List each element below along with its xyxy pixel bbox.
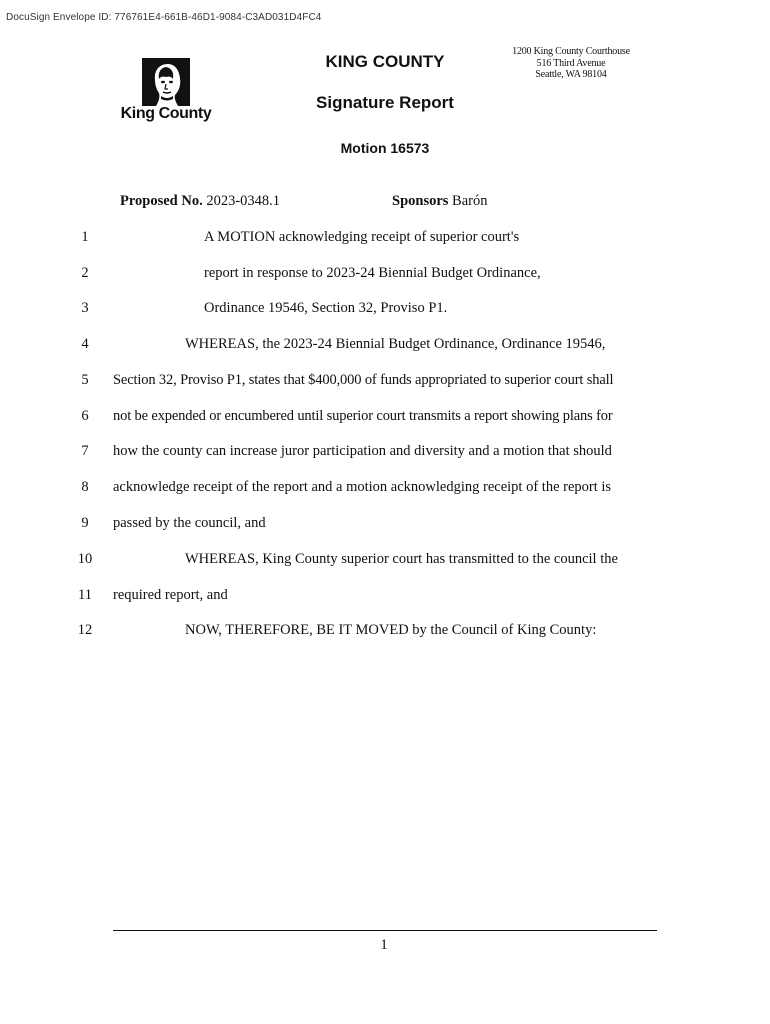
line-text: Section 32, Proviso P1, states that $400,000 of funds appropriated to superior court shall (113, 372, 614, 388)
address-line: 1200 King County Courthouse (512, 46, 630, 57)
line-text: WHEREAS, the 2023-24 Biennial Budget Ordinance, Ordinance 19546, (185, 336, 606, 352)
docusign-envelope-id: DocuSign Envelope ID: 776761E4-661B-46D1-9084-C3AD031D4FC4 (6, 12, 322, 23)
line-number: 2 (81, 265, 89, 281)
line-text: WHEREAS, King County superior court has transmitted to the council the (185, 551, 618, 567)
line-number: 1 (81, 229, 89, 245)
line-number: 11 (78, 587, 92, 603)
line-number: 8 (81, 479, 89, 495)
line-text: passed by the council, and (113, 515, 266, 531)
proposed-number (120, 193, 280, 210)
motion-number: Motion 16573 (340, 140, 430, 156)
courthouse-address (506, 46, 636, 81)
address-line: 516 Third Avenue (536, 57, 606, 69)
county-title: KING COUNTY (325, 52, 445, 71)
logo-wordmark: King County (120, 105, 212, 122)
sponsors-value: Barón (452, 193, 488, 209)
line-text: required report, and (113, 587, 228, 603)
line-text: A MOTION acknowledging receipt of superior court's (204, 229, 520, 245)
line-text: not be expended or encumbered until superior court transmits a report showing plans for (113, 408, 613, 424)
king-county-logo (118, 58, 214, 128)
proposed-value: 2023-0348.1 (206, 193, 281, 209)
line-number: 4 (81, 336, 89, 352)
martin-luther-king-portrait-icon (142, 58, 190, 106)
report-title: Signature Report (316, 93, 454, 112)
line-number: 9 (81, 515, 89, 531)
line-text: how the county can increase juror participation and diversity and a motion that should (113, 443, 612, 459)
page-number: 1 (380, 937, 388, 953)
line-number: 5 (81, 372, 89, 388)
line-text: NOW, THEREFORE, BE IT MOVED by the Council of King County: (185, 622, 597, 638)
line-number: 3 (81, 300, 89, 316)
sponsors-label: Sponsors (392, 193, 449, 209)
line-number: 12 (77, 622, 93, 638)
line-text: Ordinance 19546, Section 32, Proviso P1. (204, 300, 448, 316)
footer-divider (113, 930, 657, 931)
proposed-label: Proposed No. (120, 193, 203, 209)
line-number: 10 (77, 551, 93, 567)
line-text: acknowledge receipt of the report and a motion acknowledging receipt of the report is (113, 479, 612, 495)
address-line: Seattle, WA 98104 (535, 69, 607, 80)
line-number: 6 (81, 408, 89, 424)
line-text: report in response to 2023-24 Biennial Budget Ordinance, (204, 265, 541, 281)
sponsors (392, 193, 487, 210)
line-number: 7 (81, 443, 89, 459)
